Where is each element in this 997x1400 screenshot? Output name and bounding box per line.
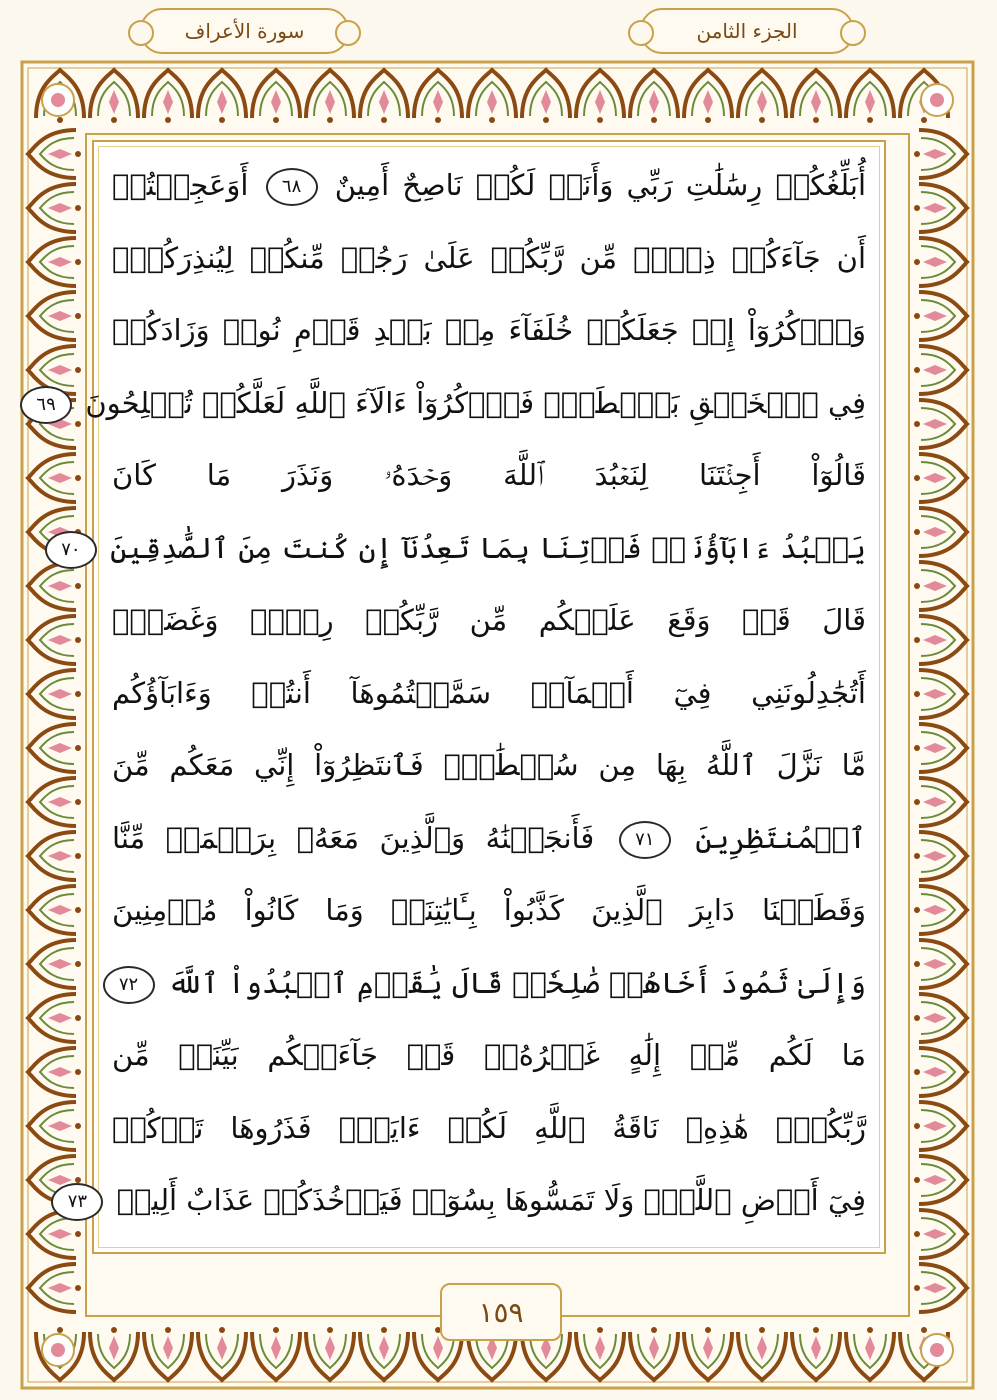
verse-text: وَإِلَىٰ ثَمُودَ أَخَاهُمۡ صَٰلِحٗاۗ قَالَ يَٰقَوۡمِ ٱعۡبُدُواْ ٱللَّهَ xyxy=(167,965,866,1000)
verse-text: مَّا نَزَّلَ ٱللَّهُ بِهَا مِن سُلۡطَٰنٖۚ فَٱنتَظِرُوٓاْ إِنِّي مَعَكُم مِّنَ xyxy=(112,748,866,782)
verse-text: وَٱذۡكُرُوٓاْ إِذۡ جَعَلَكُمۡ خُلَفَآءَ مِنۢ بَعۡدِ قَوۡمِ نُوحٖ وَزَادَكُمۡ xyxy=(112,313,866,347)
verse-text: وَقَطَعۡنَا دَابِرَ ٱلَّذِينَ كَذَّبُواْ بِـَٔايَٰتِنَاۖ وَمَا كَانُواْ مُؤۡمِنِينَ xyxy=(112,893,866,927)
verse-text: أَتُجَٰدِلُونَنِي فِيٓ أَسۡمَآءٖ سَمَّيۡتُمُوهَآ أَنتُمۡ وَءَابَآؤُكُم xyxy=(112,675,866,710)
verse-text-continued: فَأَنجَيۡنَٰهُ وَٱلَّذِينَ مَعَهُۥ بِرَحۡمَةٖ مِّنَّا xyxy=(112,820,595,855)
ayah-number-marker: ٧٠ xyxy=(45,531,97,569)
verse-text: فِيٓ أَرۡضِ ٱللَّهِۖ وَلَا تَمَسُّوهَا بِسُوٓءٖ فَيَأۡخُذَكُمۡ عَذَابٌ أَلِيمٞ xyxy=(116,1183,866,1217)
verse-text: رَّبِّكُمۡۖ هَٰذِهِۦ نَاقَةُ ٱللَّهِ لَكُمۡ ءَايَةٗۖ فَذَرُوهَا تَأۡكُلۡ xyxy=(112,1110,866,1145)
verse-line xyxy=(112,233,866,283)
ayah-number-marker: ٦٩ xyxy=(20,386,72,424)
verse-line xyxy=(112,1030,866,1080)
page-number xyxy=(440,1283,562,1341)
verse-line xyxy=(112,958,866,1008)
verse-line xyxy=(112,450,866,500)
surah-name: سورة الأعراف xyxy=(184,19,305,43)
verse-line xyxy=(36,378,866,428)
verse-line xyxy=(112,813,866,863)
verse-line xyxy=(112,160,866,210)
verse-line xyxy=(61,523,866,573)
verse-text: أُبَلِّغُكُمۡ رِسَٰلَٰتِ رَبِّي وَأَنَا۠ لَكُمۡ نَاصِحٌ أَمِينٌ xyxy=(334,168,866,202)
verse-text: مَا لَكُم مِّنۡ إِلَٰهٍ غَيۡرُهُۥۖ قَدۡ جَآءَتۡكُم بَيِّنَةٞ مِّن xyxy=(112,1038,866,1072)
verse-text: يَعۡبُدُ ءَابَآؤُنَاۖ فَأۡتِنَا بِمَا تَعِدُنَآ إِن كُنتَ مِنَ ٱلصَّٰدِقِينَ xyxy=(110,530,866,565)
verse-line xyxy=(112,1103,866,1153)
verse-text: قَالُوٓاْ أَجِئۡتَنَا لِنَعۡبُدَ ٱللَّهَ وَحۡدَهُۥ وَنَذَرَ مَا كَانَ xyxy=(112,458,866,492)
text-panel xyxy=(36,140,886,1254)
juz-name-header xyxy=(640,8,854,54)
juz-name: الجزء الثامن xyxy=(696,19,798,43)
ayah-number-marker: ٦٨ xyxy=(266,168,318,206)
ayah-number-marker: ٧٢ xyxy=(103,966,155,1004)
verse-line xyxy=(112,595,866,645)
verse-text: فِي ٱلۡخَلۡقِ بَصۜۡطَةٗۖ فَٱذۡكُرُوٓاْ ءَالَآءَ ٱللَّهِ لَعَلَّكُمۡ تُفۡلِحُونَ xyxy=(85,385,866,420)
surah-name-header xyxy=(140,8,349,54)
verse-text: أَن جَآءَكُمۡ ذِكۡرٞ مِّن رَّبِّكُمۡ عَلَىٰ رَجُلٖ مِّنكُمۡ لِيُنذِرَكُمۡۚ xyxy=(112,240,866,275)
page-number-label: ١٥٩ xyxy=(478,1295,524,1329)
ayah-number-marker: ٧٣ xyxy=(51,1183,103,1221)
verse-line xyxy=(112,305,866,355)
verse-text: قَالَ قَدۡ وَقَعَ عَلَيۡكُم مِّن رَّبِّكُمۡ رِجۡسٞ وَغَضَبٌۖ xyxy=(112,603,866,637)
verse-line xyxy=(112,885,866,935)
verse-line xyxy=(67,1175,866,1225)
verse-text-continued: أَوَعَجِبۡتُمۡ xyxy=(112,168,249,202)
verse-line xyxy=(112,668,866,718)
verse-line xyxy=(112,740,866,790)
verse-text: ٱلۡمُنتَظِرِينَ xyxy=(695,820,866,855)
ayah-number-marker: ٧١ xyxy=(619,821,671,859)
